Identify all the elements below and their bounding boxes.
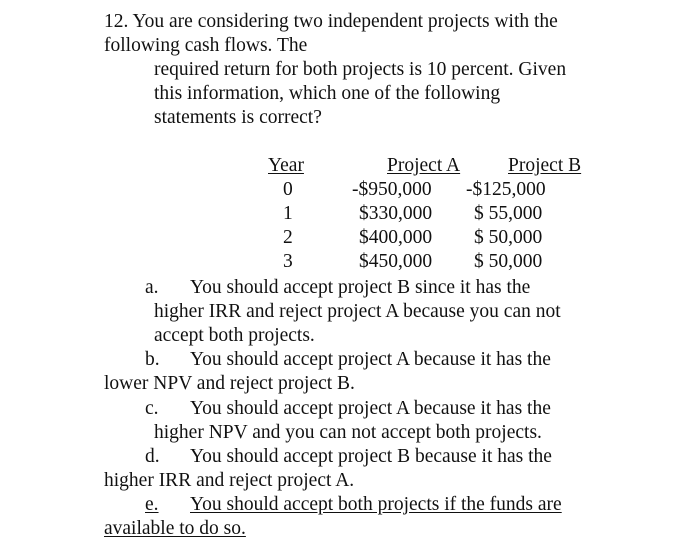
option-b-line-1: You should accept project A because it has the	[190, 349, 551, 370]
question-line-3: required return for both projects is 10 percent. Given	[154, 59, 567, 80]
question-line-1: 12. You are considering two independent projects with the	[104, 11, 558, 32]
row-0-year: 0	[283, 179, 293, 200]
option-c-marker: c.	[145, 398, 159, 419]
option-d-line-2: higher IRR and reject project A.	[104, 470, 355, 491]
header-project-b: Project B	[508, 155, 582, 176]
option-a-line-3: accept both projects.	[154, 325, 315, 346]
question-line-2: following cash flows. The	[104, 35, 308, 56]
option-d-marker: d.	[145, 446, 160, 467]
option-d-line-1: You should accept project B because it has the	[190, 446, 552, 467]
option-b-marker: b.	[145, 349, 160, 370]
option-c-line-2: higher NPV and you can not accept both projects.	[154, 422, 542, 443]
option-e-line-1: You should accept both projects if the funds are	[190, 494, 562, 515]
question-line-5: statements is correct?	[154, 107, 322, 128]
option-b-line-2: lower NPV and reject project B.	[104, 373, 355, 394]
row-2-a: $400,000	[359, 227, 433, 248]
row-2-year: 2	[283, 227, 293, 248]
header-year: Year	[268, 155, 304, 176]
row-3-year: 3	[283, 251, 293, 272]
row-1-b: $ 55,000	[474, 203, 543, 224]
question-line-4: this information, which one of the following	[154, 83, 501, 104]
row-0-a: -$950,000	[352, 179, 432, 200]
header-project-a: Project A	[387, 155, 461, 176]
row-1-a: $330,000	[359, 203, 433, 224]
row-3-b: $ 50,000	[474, 251, 543, 272]
option-c-line-1: You should accept project A because it has the	[190, 398, 551, 419]
option-a-line-2: higher IRR and reject project A because you can not	[154, 301, 561, 322]
row-2-b: $ 50,000	[474, 227, 543, 248]
row-1-year: 1	[283, 203, 293, 224]
option-e-marker: e.	[145, 494, 159, 515]
row-3-a: $450,000	[359, 251, 433, 272]
option-e-line-2: available to do so.	[104, 518, 246, 539]
option-a-marker: a.	[145, 277, 159, 298]
option-a-line-1: You should accept project B since it has the	[190, 277, 531, 298]
row-0-b: -$125,000	[466, 179, 546, 200]
